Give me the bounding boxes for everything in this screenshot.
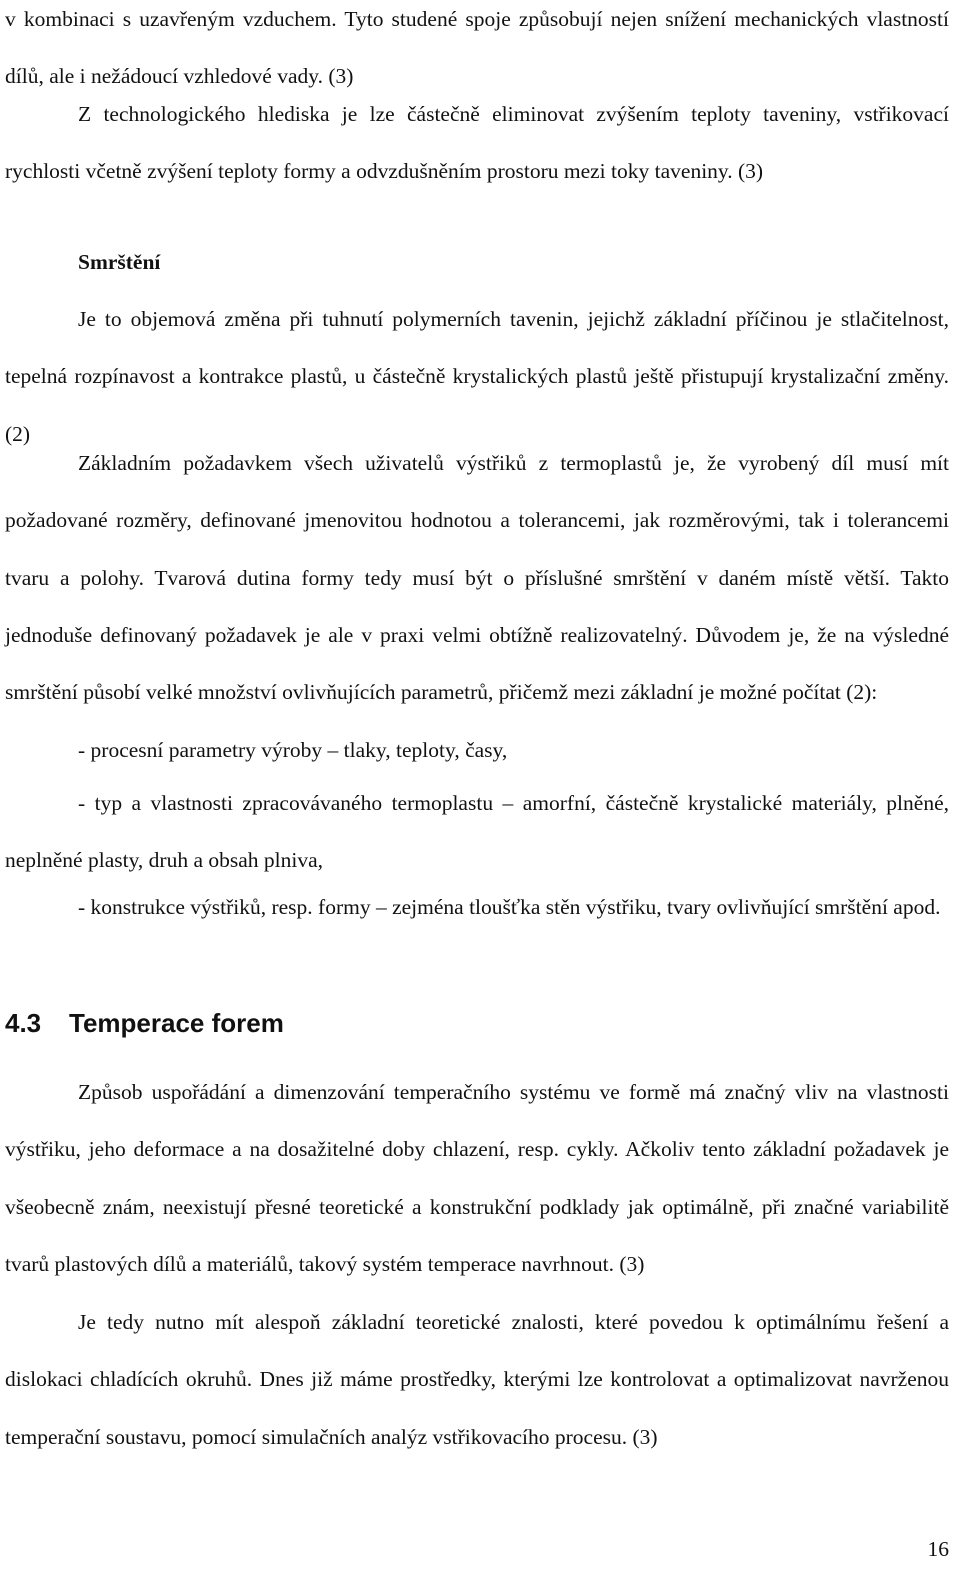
section-heading: [5, 1003, 284, 1043]
section-number: 4.3: [5, 1008, 42, 1038]
list-item-design: - konstrukce výstřiků, resp. formy – zejména tloušťka stěn výstřiku, tvary ovlivňující smrštění apod.: [78, 895, 941, 919]
subheading-shrinkage: Smrštění: [78, 250, 161, 274]
paragraph-theoretical-knowledge: Je tedy nutno mít alespoň základní teoretické znalosti, které povedou k optimálnímu řešení a dislokaci chladících okruhů. Dnes již máme prostředky, kterými lze kontrolovat a optimalizovat navrženou temperační soustavu, pomocí simulačních analýz vstřikovacího procesu. (3): [5, 1310, 949, 1449]
paragraph-elimination: Z technologického hlediska je lze částečně eliminovat zvýšením teploty taveniny, vstřikovací rychlosti včetně zvýšení teploty formy a odvzdušněním prostoru mezi toky taveniny. (3): [5, 102, 949, 184]
paragraph-requirements: Základním požadavkem všech uživatelů výstřiků z termoplastů je, že vyrobený díl musí mít požadované rozměry, definované jmenovitou hodnotou a tolerancemi, jak rozměrovými, tak i tolerancemi tvaru a polohy. Tvarová dutina formy tedy musí být o příslušné smrštění v daném místě větší. Takto jednoduše definovaný požadavek je ale v praxi velmi obtížně realizovatelný. Důvodem je, že na výsledné smrštění působí velké množství ovlivňujících parametrů, přičemž mezi základní je možné počítat (2):: [5, 451, 949, 705]
paragraph-temperature-system: Způsob uspořádání a dimenzování temperačního systému ve formě má značný vliv na vlastnosti výstřiku, jeho deformace a na dosažitelné doby chlazení, resp. cykly. Ačkoliv tento základní požadavek je všeobecně znám, neexistují přesné teoretické a konstrukční podklady jak optimálně, při značné variabilitě tvarů plastových dílů a materiálů, takový systém temperace navrhnout. (3): [5, 1080, 949, 1276]
section-title: Temperace forem: [69, 1008, 284, 1038]
list-item-material-type: - typ a vlastnosti zpracovávaného termoplastu – amorfní, částečně krystalické materiály, plněné, neplněné plasty, druh a obsah plniva,: [5, 791, 949, 873]
paragraph-cold-joints: v kombinaci s uzavřeným vzduchem. Tyto studené spoje způsobují nejen snížení mechanických vlastností dílů, ale i nežádoucí vzhledové vady. (3): [5, 7, 949, 89]
list-item-process-parameters: - procesní parametry výroby – tlaky, teploty, časy,: [78, 738, 508, 762]
paragraph-shrinkage-definition: Je to objemová změna při tuhnutí polymerních tavenin, jejichž základní příčinou je stlačitelnost, tepelná rozpínavost a kontrakce plastů, u částečně krystalických plastů ještě přistupují krystalizační změny. (2): [5, 307, 949, 446]
page-number: 16: [927, 1537, 949, 1561]
